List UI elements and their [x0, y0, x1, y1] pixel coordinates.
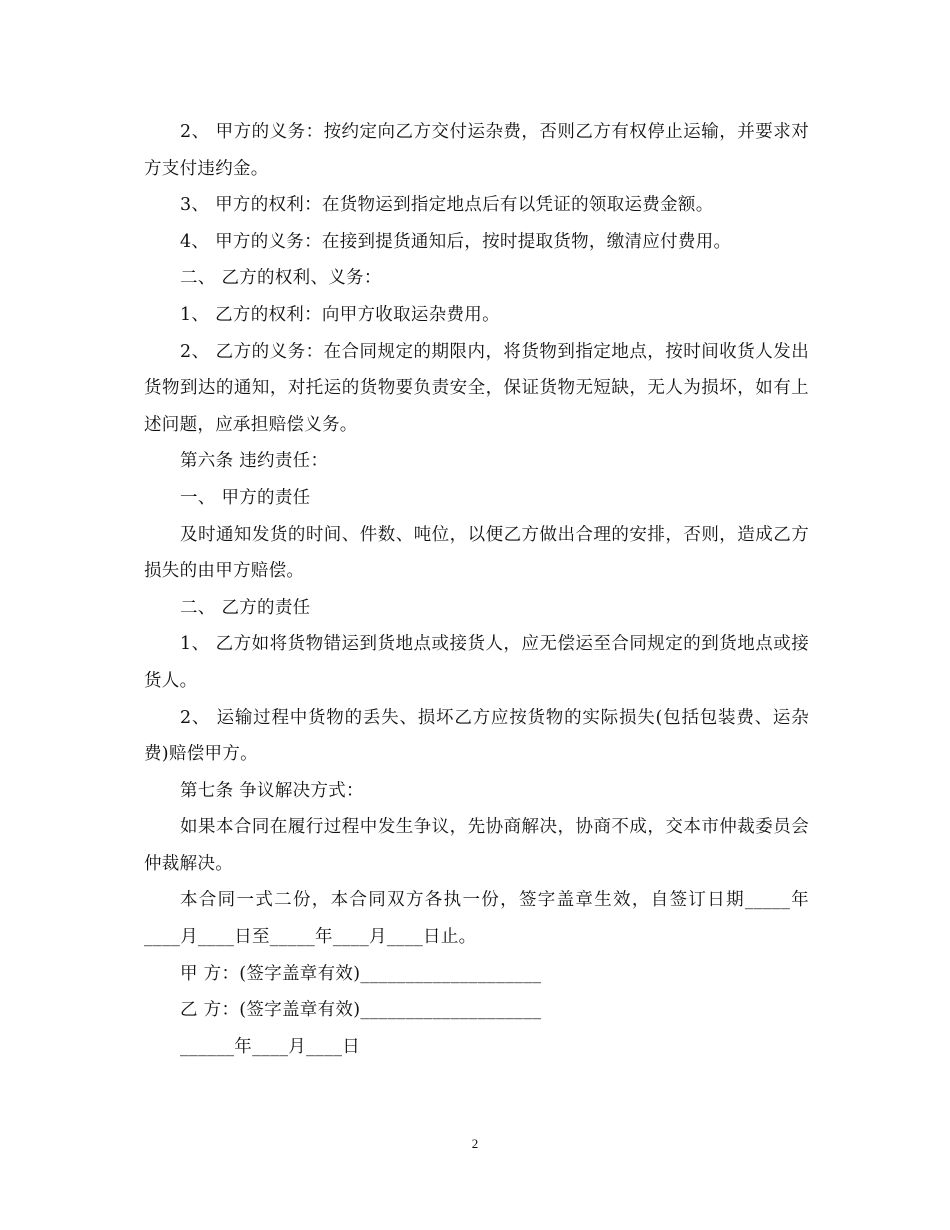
paragraph-dispute-resolution: 如果本合同在履行过程中发生争议，先协商解决，协商不成，交本市仲裁委员会仲裁解决。 [144, 817, 809, 874]
paragraph-party-b-obligation: 2、 乙方的义务：在合同规定的期限内，将货物到指定地点，按时间收货人发出货物到达的通知，对托运的货物要负责安全，保证货物无短缺，无人为损坏，如有上述问题，应承担赔偿义务。 [144, 341, 809, 435]
heading-party-b-liability: 二、 乙方的责任 [180, 597, 311, 618]
paragraph-party-a-right-freight: 3、 甲方的权利：在货物运到指定地点后有以凭证的领取运费金额。 [180, 195, 714, 216]
paragraph-party-a-obligation-pickup: 4、 甲方的义务：在接到提货通知后，按时提取货物，缴清应付费用。 [180, 231, 732, 252]
signature-line-party-a: 甲 方：(签字盖章有效)____________________ [180, 963, 542, 984]
page-number: 2 [471, 1136, 479, 1151]
paragraph-party-b-right: 1、 乙方的权利：向甲方收取运杂费用。 [180, 304, 500, 325]
heading-article-6: 第六条 违约责任： [180, 451, 329, 472]
paragraph-copies-validity: 本合同一式二份，本合同双方各执一份，签字盖章生效，自签订日期_____年____月____日至_____年____月____日止。 [144, 890, 809, 948]
paragraph-party-a-obligation-payment: 2、 甲方的义务：按约定向乙方交付运杂费，否则乙方有权停止运输，并要求对方支付违约金。 [144, 122, 809, 179]
paragraph-party-b-misdelivery: 1、 乙方如将货物错运到货地点或接货人，应无偿运至合同规定的到货地点或接货人。 [144, 634, 809, 691]
heading-article-7: 第七条 争议解决方式： [180, 780, 364, 801]
heading-party-a-liability: 一、 甲方的责任 [180, 487, 311, 508]
date-line: ______年____月____日 [180, 1036, 361, 1057]
paragraph-party-b-loss-damage: 2、 运输过程中货物的丢失、损坏乙方应按货物的实际损失(包括包装费、运杂费)赔偿甲方。 [144, 707, 809, 765]
paragraph-party-a-liability: 及时通知发货的时间、件数、吨位，以便乙方做出合理的安排，否则，造成乙方损失的由甲方赔偿。 [144, 524, 809, 582]
signature-line-party-b: 乙 方：(签字盖章有效)____________________ [180, 1000, 542, 1021]
heading-party-b-rights-obligations: 二、 乙方的权利、义务： [180, 268, 382, 289]
contract-body [144, 114, 809, 1065]
